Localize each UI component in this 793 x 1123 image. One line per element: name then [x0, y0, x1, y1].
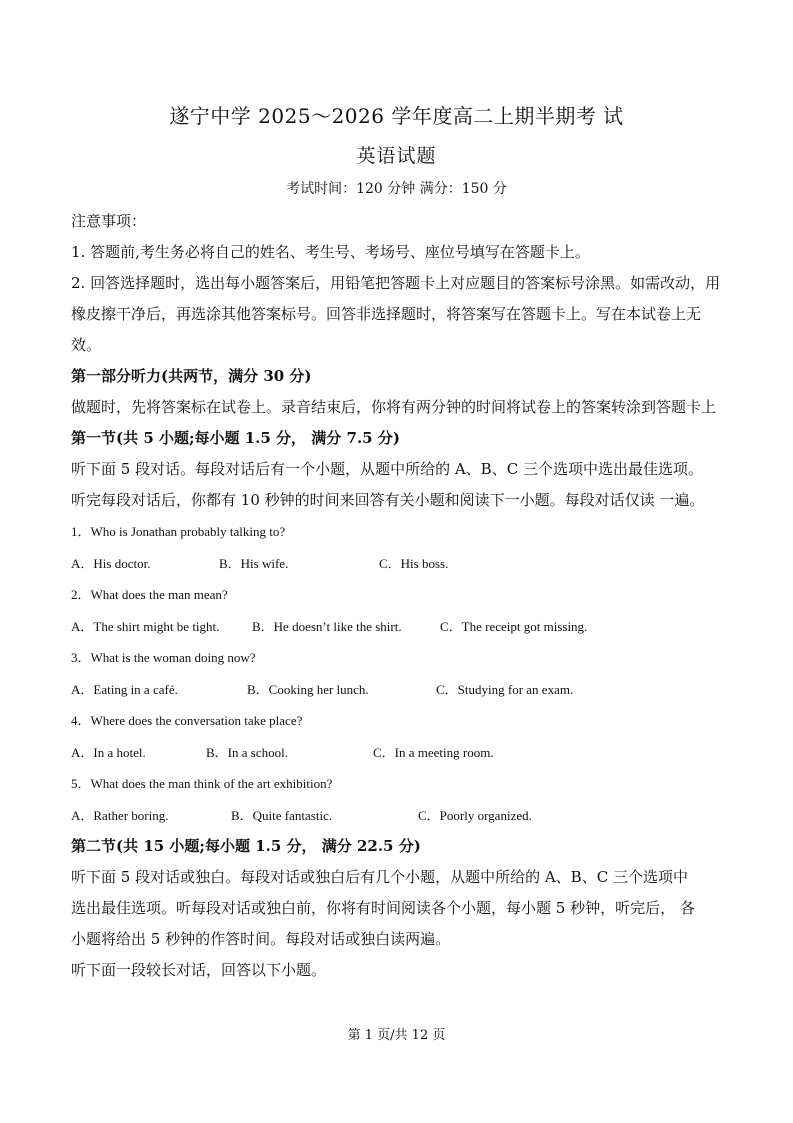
question-2-option-b: B．He doesn’t like the shirt.	[252, 618, 402, 634]
section2-instruction-line2: 选出最佳选项。听每段对话或独白前，你将有时间阅读各个小题，每小题 5 秒钟，听完后， 各	[71, 899, 695, 917]
question-3-option-b: B．Cooking her lunch.	[247, 681, 369, 697]
notice-item-2: 2. 回答选择题时，选出每小题答案后，用铅笔把答题卡上对应题目的答案标号涂黑。如需改动，用橡皮擦干净后，再选涂其他答案标号。回答非选择题时，将答案写在答题卡上。写在本试卷上无效。	[71, 274, 721, 354]
section2-lead: 听下面一段较长对话，回答以下小题。	[71, 961, 327, 979]
exam-title: 遂宁中学 2025～2026 学年度高二上期半期考 试	[169, 104, 624, 128]
question-5-options	[71, 800, 727, 832]
part1-heading: 第一部分听力(共两节，满分 30 分)	[71, 367, 312, 385]
notice-item-1: 1. 答题前,考生务必将自己的姓名、考生号、考场号、座位号填写在答题卡上。	[71, 243, 590, 261]
section1-instruction-line2: 听完每段对话后，你都有 10 秒钟的时间来回答有关小题和阅读下一小题。每段对话仅读 一遍。	[71, 491, 705, 509]
question-1-option-c: C．His boss.	[379, 555, 449, 571]
question-2-options	[71, 611, 727, 643]
question-4-option-a: A．In a hotel.	[71, 744, 146, 760]
notice-heading: 注意事项：	[71, 212, 147, 230]
question-5-option-a: A．Rather boring.	[71, 807, 169, 823]
page-number: 第 1 页/共 12 页	[347, 1028, 446, 1043]
section1-heading: 第一节(共 5 小题;每小题 1.5 分， 满分 7.5 分)	[71, 429, 400, 447]
question-3: 3．What is the woman doing now?	[71, 650, 256, 665]
question-2: 2．What does the man mean?	[71, 587, 228, 602]
question-2-option-c: C．The receipt got missing.	[440, 618, 588, 634]
question-4-option-b: B．In a school.	[206, 744, 288, 760]
question-3-options	[71, 674, 727, 706]
exam-time-info: 考试时间：120 分钟 满分：150 分	[286, 181, 507, 197]
section2-instruction-line3: 小题将给出 5 秒钟的作答时间。每段对话或独白读两遍。	[71, 930, 451, 948]
section2-instruction-line1: 听下面 5 段对话或独白。每段对话或独白后有几个小题，从题中所给的 A、B、C 三个选项中	[71, 868, 688, 886]
section2-heading: 第二节(共 15 小题;每小题 1.5 分， 满分 22.5 分)	[71, 837, 421, 855]
question-1: 1．Who is Jonathan probably talking to?	[71, 524, 286, 539]
question-2-option-a: A．The shirt might be tight.	[71, 618, 220, 634]
question-3-option-c: C．Studying for an exam.	[436, 681, 574, 697]
section1-instruction-line1: 听下面 5 段对话。每段对话后有一个小题，从题中所给的 A、B、C 三个选项中选出最佳选项。	[71, 460, 703, 478]
question-1-option-b: B．His wife.	[219, 555, 289, 571]
exam-subtitle: 英语试题	[356, 145, 437, 167]
part1-instruction: 做题时，先将答案标在试卷上。录音结束后，你将有两分钟的时间将试卷上的答案转涂到答题卡上	[71, 398, 717, 416]
question-5: 5．What does the man think of the art exhibition?	[71, 776, 333, 791]
question-4: 4．Where does the conversation take place?	[71, 713, 303, 728]
question-5-option-b: B．Quite fantastic.	[231, 807, 333, 823]
question-4-option-c: C．In a meeting room.	[373, 744, 494, 760]
question-1-option-a: A．His doctor.	[71, 555, 151, 571]
question-4-options	[71, 737, 727, 769]
question-1-options	[71, 548, 727, 580]
exam-body	[71, 206, 727, 986]
question-3-option-a: A．Eating in a café.	[71, 681, 178, 697]
question-5-option-c: C．Poorly organized.	[418, 807, 532, 823]
